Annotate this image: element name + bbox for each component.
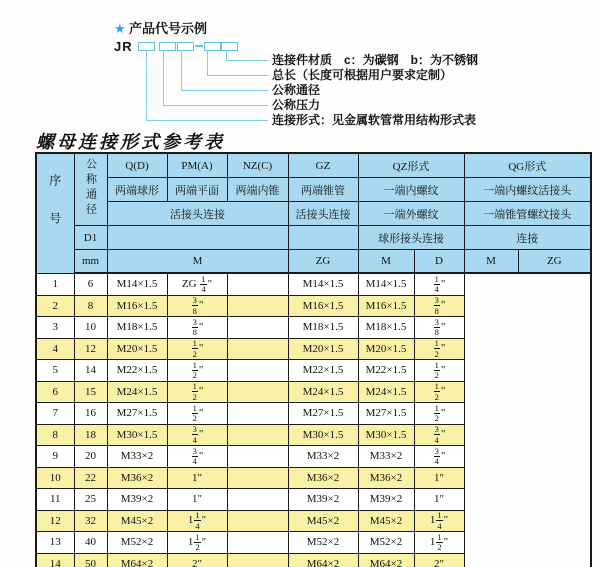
cell-qg_zg: 1 $\frac{1}{4}$ "	[414, 510, 464, 532]
cell-m: M18×1.5	[107, 317, 167, 339]
header-unit-d: D	[414, 250, 464, 274]
fraction: $\frac{1}{4}$	[201, 273, 206, 295]
fraction: $\frac{1}{2}$	[434, 381, 439, 402]
cell-qg_zg: $\frac{1}{2}$ "	[414, 360, 464, 382]
header-conn-union: 活接头连接	[107, 202, 288, 226]
cell-seq: 4	[36, 338, 74, 360]
cell-dn: 50	[74, 553, 107, 567]
cell-gz: 1 $\frac{1}{2}$ "	[167, 532, 227, 554]
cell-qz_m	[227, 273, 288, 295]
cell-dn: 22	[74, 467, 107, 489]
cell-qg_zg: 1"	[414, 467, 464, 489]
table-row	[36, 446, 591, 468]
cell-qz_d: M52×2	[288, 532, 358, 554]
cell-qz_m	[227, 532, 288, 554]
cell-qz_d: M20×1.5	[288, 338, 358, 360]
cell-seq: 13	[36, 532, 74, 554]
label-material: 连接件材质 c：为碳钢 b：为不锈钢	[272, 53, 479, 67]
fraction: $\frac{1}{2}$	[192, 402, 197, 424]
cell-qz_m	[227, 510, 288, 532]
cell-qz_d: M33×2	[288, 446, 358, 468]
header-connect: 连接	[464, 226, 591, 250]
cell-dn: 16	[74, 403, 107, 425]
cell-dn: 25	[74, 489, 107, 511]
header-d1: D1	[74, 226, 107, 250]
cell-qz_d: M36×2	[288, 467, 358, 489]
cell-qg_zg: 1 $\frac{1}{2}$ "	[414, 532, 464, 554]
cell-seq: 12	[36, 510, 74, 532]
cell-gz: $\frac{3}{4}$ "	[167, 446, 227, 468]
cell-seq: 1	[36, 273, 74, 295]
table-row	[36, 317, 591, 339]
cell-qg_zg: $\frac{3}{8}$ "	[414, 295, 464, 317]
cell-gz: $\frac{3}{4}$ "	[167, 424, 227, 446]
fraction: $\frac{3}{8}$	[192, 295, 197, 316]
fraction: $\frac{1}{2}$	[437, 531, 442, 553]
header-unit-m1: M	[107, 250, 288, 274]
fraction: $\frac{1}{2}$	[434, 359, 439, 381]
cell-m: M33×2	[107, 446, 167, 468]
cell-dn: 6	[74, 273, 107, 295]
cell-m: M27×1.5	[107, 403, 167, 425]
header-blank-gz	[288, 226, 358, 250]
cell-qg_m: M20×1.5	[358, 338, 414, 360]
code-box-2	[159, 42, 176, 51]
cell-gz: 1"	[167, 489, 227, 511]
cell-qg_m: M45×2	[358, 510, 414, 532]
cell-m: M52×2	[107, 532, 167, 554]
label-connection-form: 连接形式：见金属软管常用结构形式表	[272, 113, 477, 127]
cell-m: M22×1.5	[107, 360, 167, 382]
cell-gz: 1 $\frac{1}{4}$ "	[167, 510, 227, 532]
cell-seq: 6	[36, 381, 74, 403]
fraction: $\frac{1}{2}$	[195, 531, 200, 553]
cell-seq: 9	[36, 446, 74, 468]
fraction: $\frac{3}{8}$	[434, 316, 439, 338]
header-desc-qz: 一端内螺纹	[358, 178, 464, 202]
cell-qz_d: M14×1.5	[288, 273, 358, 295]
fraction: $\frac{1}{2}$	[192, 359, 197, 381]
cell-dn: 40	[74, 532, 107, 554]
cell-seq: 7	[36, 403, 74, 425]
connector-line	[181, 90, 268, 91]
connector-line	[207, 50, 208, 75]
fraction: $\frac{1}{2}$	[192, 338, 197, 359]
cell-qz_d: M18×1.5	[288, 317, 358, 339]
cell-qg_m: M16×1.5	[358, 295, 414, 317]
header-conn-gz: 活接头连接	[288, 202, 358, 226]
cell-qz_d: M24×1.5	[288, 381, 358, 403]
connector-line	[181, 50, 182, 90]
connector-line	[146, 50, 147, 120]
diagram-title: 产品代号示例	[129, 21, 208, 36]
cell-qg_zg: $\frac{1}{2}$ "	[414, 381, 464, 403]
cell-seq: 14	[36, 553, 74, 567]
cell-qg_zg: 1"	[414, 489, 464, 511]
cell-dn: 32	[74, 510, 107, 532]
header-desc-pma: 两端平面	[167, 178, 227, 202]
fraction: $\frac{3}{4}$	[434, 445, 439, 467]
fraction: $\frac{3}{4}$	[192, 445, 197, 467]
cell-gz: $\frac{1}{2}$ "	[167, 360, 227, 382]
fraction: $\frac{3}{4}$	[434, 424, 439, 445]
label-total-length: 总长（长度可根据用户要求定制）	[272, 68, 453, 82]
cell-gz: $\frac{3}{8}$ "	[167, 295, 227, 317]
header-mm: mm	[74, 250, 107, 274]
header-conn-qg: 一端锥管螺纹接头	[464, 202, 591, 226]
cell-qg_m: M27×1.5	[358, 403, 414, 425]
cell-m: M39×2	[107, 489, 167, 511]
fraction: $\frac{1}{2}$	[434, 338, 439, 359]
cell-qg_zg: $\frac{3}{4}$ "	[414, 446, 464, 468]
fraction: $\frac{1}{2}$	[434, 402, 439, 424]
cell-qg_m: M64×2	[358, 553, 414, 567]
code-box-3	[177, 42, 194, 51]
cell-m: M14×1.5	[107, 273, 167, 295]
cell-qg_zg: $\frac{1}{2}$ "	[414, 338, 464, 360]
table-row	[36, 273, 591, 295]
cell-seq: 3	[36, 317, 74, 339]
table-row	[36, 360, 591, 382]
code-dash	[195, 45, 203, 47]
cell-qz_m	[227, 295, 288, 317]
header-balljoint: 球形接头连接	[358, 226, 464, 250]
cell-dn: 20	[74, 446, 107, 468]
star-icon: ★	[114, 22, 126, 37]
cell-qg_m: M36×2	[358, 467, 414, 489]
cell-qz_m	[227, 467, 288, 489]
table-row	[36, 489, 591, 511]
fraction: $\frac{3}{8}$	[434, 295, 439, 316]
connector-line	[207, 75, 268, 76]
code-prefix: JR	[114, 39, 133, 54]
cell-gz: $\frac{1}{2}$ "	[167, 338, 227, 360]
cell-qg_m: M22×1.5	[358, 360, 414, 382]
cell-qg_zg: $\frac{3}{8}$ "	[414, 317, 464, 339]
header-group-qg: QG形式	[464, 153, 591, 178]
cell-dn: 8	[74, 295, 107, 317]
cell-qz_m	[227, 381, 288, 403]
fraction: $\frac{3}{4}$	[192, 424, 197, 445]
header-seq: 序号	[36, 153, 74, 273]
header-desc-qg: 一端内螺纹活接头	[464, 178, 591, 202]
header-unit-zg1: ZG	[288, 250, 358, 274]
cell-qg_zg: $\frac{3}{4}$ "	[414, 424, 464, 446]
cell-dn: 12	[74, 338, 107, 360]
cell-qg_zg: $\frac{1}{2}$ "	[414, 403, 464, 425]
cell-qz_d: M22×1.5	[288, 360, 358, 382]
cell-qg_m: M33×2	[358, 446, 414, 468]
header-desc-nzc: 两端内锥	[227, 178, 288, 202]
cell-gz: 2"	[167, 553, 227, 567]
cell-dn: 14	[74, 360, 107, 382]
fraction: $\frac{1}{2}$	[192, 381, 197, 402]
cell-qz_m	[227, 489, 288, 511]
header-group-pma: PM(A)	[167, 153, 227, 178]
table-row	[36, 403, 591, 425]
connector-line	[146, 120, 268, 121]
cell-qg_m: M39×2	[358, 489, 414, 511]
header-conn-qz: 一端外螺纹	[358, 202, 464, 226]
cell-qz_m	[227, 553, 288, 567]
label-nominal-diameter: 公称通径	[272, 83, 321, 97]
header-group-gz: GZ	[288, 153, 358, 178]
cell-qg_m: M18×1.5	[358, 317, 414, 339]
cell-seq: 2	[36, 295, 74, 317]
connector-line	[163, 105, 268, 106]
cell-m: M30×1.5	[107, 424, 167, 446]
cell-qz_d: M16×1.5	[288, 295, 358, 317]
cell-qz_m	[227, 424, 288, 446]
header-unit-zg2: ZG	[518, 250, 591, 274]
header-dn: 公称通径	[74, 153, 107, 226]
fraction: $\frac{3}{8}$	[192, 316, 197, 338]
cell-dn: 15	[74, 381, 107, 403]
cell-qz_m	[227, 360, 288, 382]
table-row	[36, 510, 591, 532]
cell-m: M36×2	[107, 467, 167, 489]
cell-qz_d: M45×2	[288, 510, 358, 532]
table-row	[36, 338, 591, 360]
connector-line	[163, 50, 164, 105]
cell-seq: 10	[36, 467, 74, 489]
cell-qz_m	[227, 317, 288, 339]
cell-qz_d: M39×2	[288, 489, 358, 511]
cell-qg_m: M30×1.5	[358, 424, 414, 446]
cell-seq: 5	[36, 360, 74, 382]
cell-qz_d: M27×1.5	[288, 403, 358, 425]
cell-gz: $\frac{1}{2}$ "	[167, 381, 227, 403]
header-desc-gz: 两端锥管	[288, 178, 358, 202]
nut-connection-table	[35, 152, 592, 567]
table-title: 螺母连接形式参考表	[36, 132, 225, 153]
cell-m: M16×1.5	[107, 295, 167, 317]
cell-gz: ZG $\frac{1}{4}$ "	[167, 273, 227, 295]
table-body	[36, 273, 591, 567]
cell-dn: 18	[74, 424, 107, 446]
connector-line	[226, 50, 227, 60]
cell-qg_m: M14×1.5	[358, 273, 414, 295]
table-row	[36, 424, 591, 446]
fraction: $\frac{1}{4}$	[437, 510, 442, 531]
code-box-5	[221, 42, 238, 51]
cell-qz_m	[227, 446, 288, 468]
cell-dn: 10	[74, 317, 107, 339]
cell-seq: 8	[36, 424, 74, 446]
label-nominal-pressure: 公称压力	[272, 98, 321, 112]
header-unit-m3: M	[464, 250, 518, 274]
table-row	[36, 553, 591, 567]
header-group-nzc: NZ(C)	[227, 153, 288, 178]
cell-gz: $\frac{3}{8}$ "	[167, 317, 227, 339]
header-unit-m2: M	[358, 250, 414, 274]
header-group-qz: QZ形式	[358, 153, 464, 178]
cell-qg_m: M24×1.5	[358, 381, 414, 403]
header-desc-qd: 两端球形	[107, 178, 167, 202]
cell-qz_m	[227, 403, 288, 425]
table-row	[36, 467, 591, 489]
header-group-qd: Q(D)	[107, 153, 167, 178]
cell-qz_d: M30×1.5	[288, 424, 358, 446]
cell-qg_m: M52×2	[358, 532, 414, 554]
cell-qz_m	[227, 338, 288, 360]
cell-m: M20×1.5	[107, 338, 167, 360]
header-blank-left	[107, 226, 288, 250]
connector-line	[226, 60, 268, 61]
cell-gz: 1"	[167, 467, 227, 489]
cell-m: M64×2	[107, 553, 167, 567]
cell-qg_zg: 2"	[414, 553, 464, 567]
cell-m: M24×1.5	[107, 381, 167, 403]
table-row	[36, 295, 591, 317]
fraction: $\frac{1}{4}$	[434, 273, 439, 295]
cell-qz_d: M64×2	[288, 553, 358, 567]
table-row	[36, 381, 591, 403]
cell-seq: 11	[36, 489, 74, 511]
cell-gz: $\frac{1}{2}$ "	[167, 403, 227, 425]
cell-qg_zg: $\frac{1}{4}$ "	[414, 273, 464, 295]
table-row	[36, 532, 591, 554]
fraction: $\frac{1}{4}$	[195, 510, 200, 531]
cell-m: M45×2	[107, 510, 167, 532]
